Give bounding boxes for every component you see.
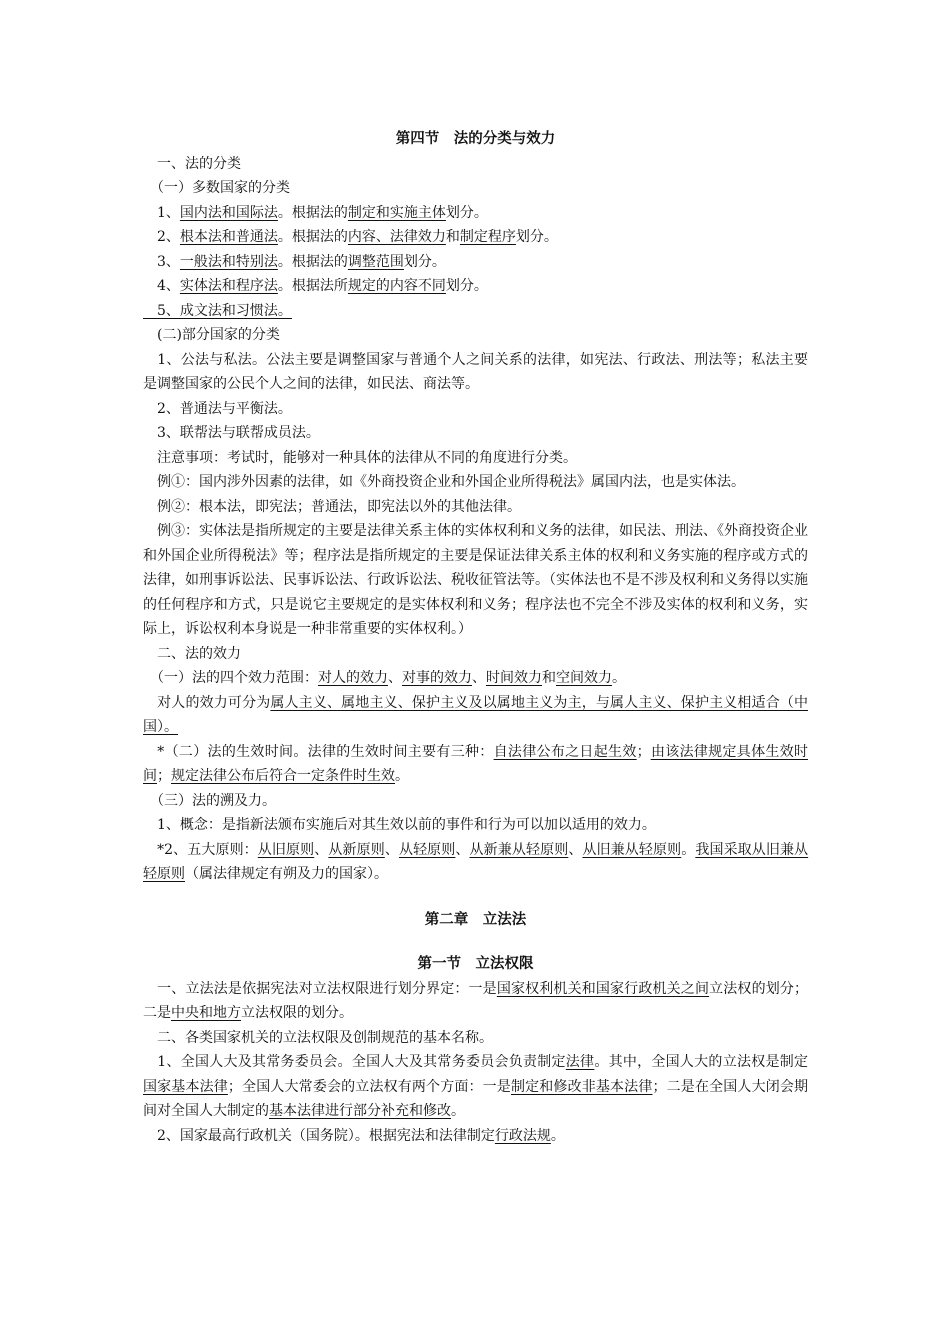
item-public-private: 1、公法与私法。公法主要是调整国家与普通个人之间关系的法律，如宪法、行政法、刑法等；私法主要是调整国家的公民个人之间的法律，如民法、商法等。 [143, 351, 808, 392]
subheading-majority: （一）多数国家的分类 [143, 180, 290, 196]
item-fundamental-ordinary: 2、根本法和普通法。根据法的内容、法律效力和制定程序划分。 [143, 229, 558, 245]
chapter-title: 第二章 立法法 [424, 910, 527, 928]
section-title-legislative: 第一节 立法权限 [417, 955, 534, 972]
example-2: 例②：根本法，即宪法；普通法，即宪法以外的其他法律。 [143, 498, 521, 515]
item-substantive-procedural: 4、实体法和程序法。根据法所规定的内容不同划分。 [143, 278, 488, 294]
item-domestic-international: 1、国内法和国际法。根据法的制定和实施主体划分。 [143, 204, 488, 221]
document-body [143, 127, 808, 1148]
item-general-special: 3、一般法和特别法。根据法的调整范围划分。 [143, 253, 446, 270]
legislative-powers-heading: 二、各类国家机关的立法权限及创制规范的基本名称。 [143, 1029, 493, 1046]
note-exam: 注意事项：考试时，能够对一种具体的法律从不同的角度进行分类。 [143, 449, 577, 466]
retroactivity-concept: 1、概念：是指新法颁布实施后对其生效以前的事件和行为可以加以适用的效力。 [143, 817, 656, 833]
example-3: 例③：实体法是指所规定的主要是法律关系主体的实体权利和义务的法律，如民法、刑法、《外商投资企业和外国企业所得税法》等；程序法是指所规定的主要是保证法律关系主体的权利和义务实施的程序或方式的法律，如刑事诉讼法、民事诉讼法、行政诉讼法、税收征管法等。（实体法也不是不涉及权利和义务得以实施的任何程序和方式，只是说它主要规定的是实体权利和义务；程序法也不完全不涉及实体的权利和义务，实际上，诉讼权利本身说是一种非常重要的实体权利。） [143, 523, 808, 637]
effective-time: *（二）法的生效时间。法律的生效时间主要有三种：自法律公布之日起生效；由该法律规定具体生效时间；规定法律公布后符合一定条件时生效。 [143, 743, 809, 784]
effect-scope: （一）法的四个效力范围：对人的效力、对事的效力、时间效力和空间效力。 [143, 670, 626, 686]
five-principles: *2、五大原则：从旧原则、从新原则、从轻原则、从新兼从轻原则、从旧兼从轻原则。我国采取从旧兼从轻原则（属法律规定有朔及力的国家）。 [143, 841, 809, 882]
subheading-some-countries: (二)部分国家的分类 [143, 327, 280, 343]
legislative-division: 一、立法法是依据宪法对立法权限进行划分界定：一是国家权利机关和国家行政机关之间立法权的划分；二是中央和地方立法权限的划分。 [143, 980, 809, 1021]
state-council-powers: 2、国家最高行政机关（国务院）。根据宪法和法律制定行政法规。 [143, 1127, 565, 1144]
npc-powers: 1、全国人大及其常务委员会。全国人大及其常务委员会负责制定法律。其中，全国人大的立法权是制定国家基本法律；全国人大常委会的立法权有两个方面：一是制定和修改非基本法律；二是在全国人大闭会期间对全国人大制定的基本法律进行部分补充和修改。 [143, 1054, 809, 1119]
heading-effect: 二、法的效力 [143, 645, 241, 662]
effect-on-persons: 对人的效力可分为属人主义、属地主义、保护主义及以属地主义为主，与属人主义、保护主义相适合（中国）。 [143, 694, 809, 735]
retroactivity-heading: （三）法的溯及力。 [143, 792, 276, 809]
example-1: 例①：国内涉外因素的法律，如《外商投资企业和外国企业所得税法》属国内法，也是实体法。 [143, 474, 745, 490]
item-common-equity: 2、普通法与平衡法。 [143, 400, 292, 417]
item-written-customary: 5、成文法和习惯法。 [143, 302, 292, 319]
heading-classification: 一、法的分类 [143, 155, 241, 172]
item-federal: 3、联帮法与联帮成员法。 [143, 425, 320, 441]
section-title: 第四节 法的分类与效力 [395, 130, 556, 147]
